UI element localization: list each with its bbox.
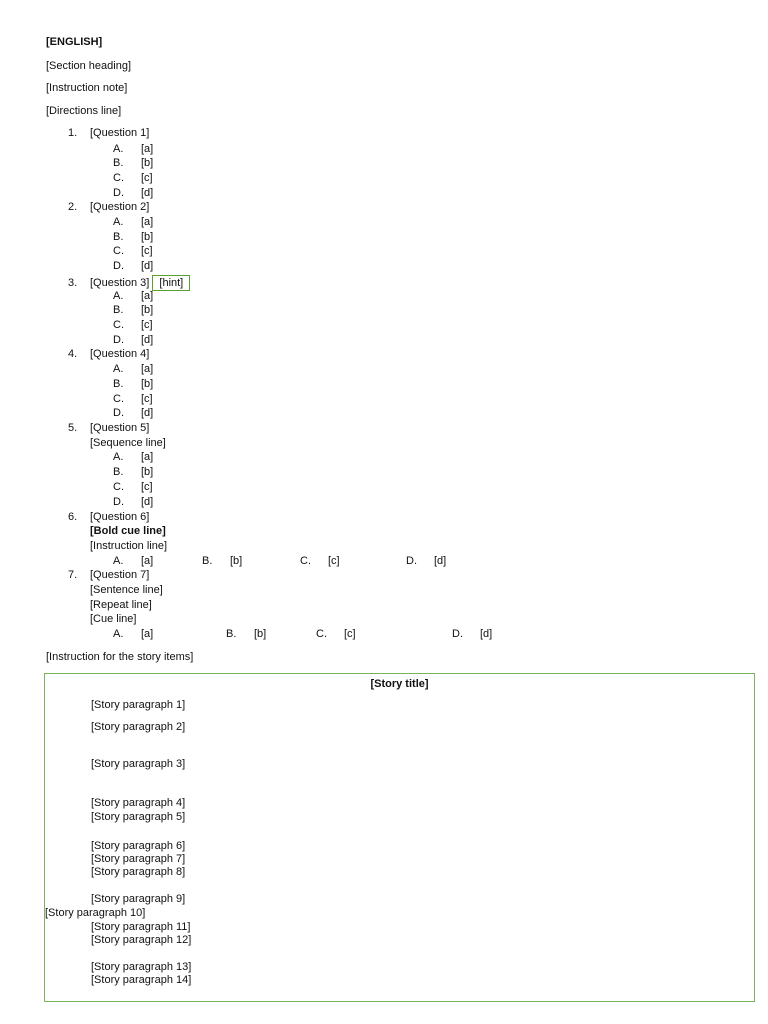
option-letter: A.: [113, 290, 124, 302]
option-text: [b]: [230, 555, 243, 567]
option-text: [d]: [434, 555, 447, 567]
option-letter: A.: [113, 451, 124, 463]
question-4: [68, 348, 149, 360]
option-letter: B.: [113, 157, 124, 169]
question-sub-line: [Sentence line]: [90, 584, 163, 596]
option-text: [a]: [141, 555, 154, 567]
question-sub-line: [Instruction line]: [90, 540, 168, 552]
option[interactable]: [202, 555, 242, 567]
option[interactable]: [406, 555, 446, 567]
option[interactable]: [113, 290, 153, 302]
option-letter: C.: [113, 481, 124, 493]
option[interactable]: [113, 172, 153, 184]
section-title: [Section heading]: [46, 60, 132, 72]
option-text: [b]: [141, 378, 154, 390]
story-paragraph: [Story paragraph 8]: [91, 866, 186, 878]
option[interactable]: [113, 363, 153, 375]
option-text: [c]: [141, 319, 153, 331]
option-text: [c]: [141, 393, 153, 405]
story-title: [Story title]: [370, 678, 429, 690]
option[interactable]: [113, 555, 153, 567]
question-prompt: [Question 1]: [90, 127, 150, 139]
story-paragraph: [Story paragraph 7]: [91, 853, 186, 865]
option-text: [b]: [141, 304, 154, 316]
question-6: [68, 511, 149, 523]
option-letter: D.: [452, 628, 463, 640]
story-paragraph: [Story paragraph 1]: [91, 699, 186, 711]
hint-box: [hint]: [152, 275, 190, 291]
option-letter: B.: [226, 628, 237, 640]
option[interactable]: [113, 231, 153, 243]
option[interactable]: [113, 157, 153, 169]
question-2: [68, 201, 149, 213]
option[interactable]: [113, 245, 153, 257]
question-number: 2.: [68, 201, 78, 213]
question-sub-line: [Bold cue line]: [90, 525, 166, 537]
story-paragraph: [Story paragraph 11]: [91, 921, 191, 933]
option-text: [c]: [328, 555, 340, 567]
option[interactable]: [113, 496, 153, 508]
question-number: 4.: [68, 348, 78, 360]
option-text: [d]: [480, 628, 493, 640]
question-prompt: [Question 7]: [90, 569, 150, 581]
option-letter: D.: [113, 496, 124, 508]
option-letter: D.: [113, 334, 124, 346]
question-number: 1.: [68, 127, 78, 139]
story-paragraph: [Story paragraph 12]: [91, 934, 192, 946]
question-prompt: [Question 3]: [90, 276, 150, 289]
story-paragraph: [Story paragraph 4]: [91, 797, 186, 809]
option-text: [b]: [141, 466, 154, 478]
option-letter: A.: [113, 216, 124, 228]
option-letter: C.: [316, 628, 327, 640]
option-text: [c]: [141, 245, 153, 257]
option-text: [d]: [141, 496, 154, 508]
option[interactable]: [113, 260, 153, 272]
question-number: 3.: [68, 276, 78, 289]
question-5: [68, 422, 149, 434]
question-sub-line: [Sequence line]: [90, 437, 166, 449]
question-3: [68, 275, 190, 291]
question-prompt: [Question 2]: [90, 201, 150, 213]
question-prompt: [Question 5]: [90, 422, 150, 434]
question-sub-line: [Repeat line]: [90, 599, 152, 611]
option-text: [a]: [141, 451, 154, 463]
option-text: [a]: [141, 628, 154, 640]
option[interactable]: [113, 319, 153, 331]
option-text: [c]: [344, 628, 356, 640]
option[interactable]: [113, 481, 153, 493]
option-text: [a]: [141, 216, 154, 228]
story-paragraph: [Story paragraph 14]: [91, 974, 192, 986]
option[interactable]: [113, 628, 153, 640]
option[interactable]: [113, 187, 153, 199]
option[interactable]: [113, 407, 153, 419]
option-letter: B.: [113, 466, 124, 478]
option[interactable]: [113, 378, 153, 390]
option[interactable]: [113, 393, 153, 405]
question-1: [68, 127, 149, 139]
question-sub-line: [Cue line]: [90, 613, 137, 625]
option-letter: C.: [113, 245, 124, 257]
option-text: [b]: [141, 231, 154, 243]
option-letter: C.: [300, 555, 311, 567]
option-text: [d]: [141, 334, 154, 346]
story-paragraph: [Story paragraph 10]: [45, 907, 146, 919]
question-number: 5.: [68, 422, 78, 434]
question-number: 7.: [68, 569, 78, 581]
option-letter: B.: [202, 555, 213, 567]
option-text: [c]: [141, 481, 153, 493]
option-letter: D.: [113, 407, 124, 419]
option-letter: D.: [406, 555, 417, 567]
option-letter: C.: [113, 319, 124, 331]
listening-note: [Instruction note]: [46, 82, 128, 94]
option-letter: B.: [113, 378, 124, 390]
option-text: [a]: [141, 290, 154, 302]
story-paragraph: [Story paragraph 13]: [91, 961, 192, 973]
option-text: [d]: [141, 187, 154, 199]
story-box: [44, 673, 755, 1002]
option-text: [d]: [141, 407, 154, 419]
option-letter: A.: [113, 555, 124, 567]
option-letter: A.: [113, 628, 124, 640]
story-paragraph: [Story paragraph 6]: [91, 840, 186, 852]
option[interactable]: [226, 628, 266, 640]
option-text: [a]: [141, 143, 154, 155]
option[interactable]: [316, 628, 356, 640]
option[interactable]: [113, 216, 153, 228]
option-text: [c]: [141, 172, 153, 184]
option-letter: C.: [113, 393, 124, 405]
option-letter: D.: [113, 260, 124, 272]
option[interactable]: [300, 555, 340, 567]
option-letter: A.: [113, 143, 124, 155]
question-7: [68, 569, 149, 581]
question-prompt: [Question 6]: [90, 511, 150, 523]
option-letter: C.: [113, 172, 124, 184]
story-paragraph: [Story paragraph 5]: [91, 811, 186, 823]
option-letter: B.: [113, 231, 124, 243]
option[interactable]: [113, 334, 153, 346]
option[interactable]: [113, 466, 153, 478]
question-prompt: [Question 4]: [90, 348, 150, 360]
option[interactable]: [113, 143, 153, 155]
option[interactable]: [452, 628, 492, 640]
option-letter: A.: [113, 363, 124, 375]
question-number: 6.: [68, 511, 78, 523]
option-letter: D.: [113, 187, 124, 199]
option[interactable]: [113, 451, 153, 463]
story-paragraph: [Story paragraph 3]: [91, 758, 186, 770]
option-text: [d]: [141, 260, 154, 272]
option-letter: B.: [113, 304, 124, 316]
option-text: [b]: [141, 157, 154, 169]
option[interactable]: [113, 304, 153, 316]
subject-heading: [ENGLISH]: [46, 36, 103, 48]
story-instructions: [Instruction for the story items]: [46, 651, 194, 663]
option-text: [b]: [254, 628, 267, 640]
directions-line: [Directions line]: [46, 105, 122, 117]
story-paragraph: [Story paragraph 2]: [91, 721, 186, 733]
story-paragraph: [Story paragraph 9]: [91, 893, 186, 905]
option-text: [a]: [141, 363, 154, 375]
